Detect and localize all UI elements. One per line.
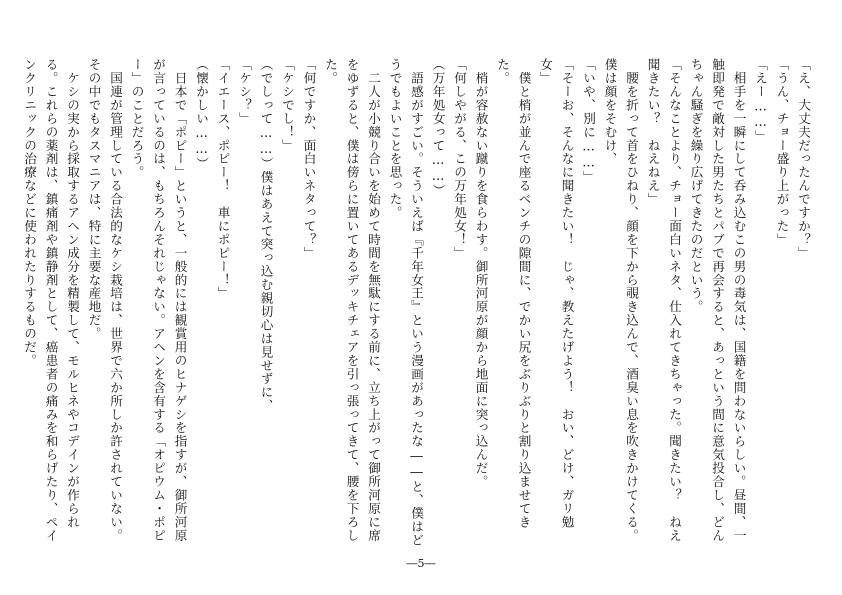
text-line: 「えー……」: [753, 58, 768, 144]
text-line: 「うん、チョー盛り上がった」: [774, 58, 790, 247]
text-line: 「そーお、そんなに聞きたい！ じゃ、教えたげよう！ おい、どけ、ガリ勉女」: [538, 58, 575, 529]
text-line: （でしって……）僕はあえて突っ込む親切心は見せずに、: [258, 58, 274, 413]
text-line: （懐かしい……）: [194, 58, 209, 171]
text-line: 日本で「ポピー」というと、一般的には観賞用のヒナゲシを指すが、御所河原が言っているのは、もちろんそれじゃない。アヘンを含有する「オピウム・ポピー」のことだろう。: [129, 58, 188, 543]
text-line: 腰を折って首をひねり、顔を下から覗き込んで、酒臭い息を吹きかけてくる。僕は顔をそむけ、: [602, 58, 639, 543]
text-line: 梢が容赦ない蹴りを食らわす。御所河原が顔から地面に突っ込んだ。: [473, 58, 489, 489]
text-line: ケシの実から採取するアヘン成分を精製して、モルヒネやコデインが作られる。これらの薬剤は、鎮痛剤や鎮静剤として、癌患者の痛みを和らげたり、ペインクリニックの治療などに使われたりするものだ。: [22, 58, 80, 543]
text-line: 「イエース、ポピー！ 車にポピー！」: [215, 58, 231, 301]
text-line: 「え、大丈夫だったんですか？」: [796, 58, 811, 260]
page-number: ―5―: [406, 557, 436, 570]
text-line: 語感がすごい。そういえば『千年女王』という漫画があったな――と、僕はどうでもよいことを思った。: [387, 58, 424, 547]
text-line: 二人が小競り合いを始めて時間を無駄にする前に、立ち上がって御所河原に席をゆずると、僕は傍らに置いてあるデッキチェアを引っ張ってきて、腰を下ろした。: [323, 58, 381, 543]
text-line: 僕と梢が並んで座るベンチの隙間に、でかい尻をぶりぶりと割り込ませてきた。: [495, 58, 532, 529]
text-line: 「ケシ？」: [237, 58, 252, 126]
text-line: （万年処女って……）: [430, 58, 446, 198]
text-line: 「そんなことより、チョー面白いネタ、仕入れてきちゃった。聞きたい？ ねえ聞きたい？ ねえねえ」: [645, 58, 682, 543]
text-line: 「いや、別に……」: [581, 58, 596, 184]
text-line: 「何ですか、面白いネタって？」: [301, 58, 317, 260]
text-line: 「ケシでし！」: [280, 58, 295, 153]
text-line: 相手を一瞬にして呑み込むこの男の毒気は、国籍を問わないらしい。昼間、一触即発で敵対した男たちとパブで再会すると、あっという間に意気投合し、どんちゃん騒ぎを繰り広げてきたのだという。: [688, 58, 747, 543]
text-line: 「何しやがる、この万年処女！」: [452, 58, 467, 260]
text-line: 国連が管理している合法的なケシ栽培は、世界で六か所しか許されていない。その中でもタスマニアは、特に主要な産地だ。: [86, 58, 123, 543]
vertical-text-body: [24, 58, 814, 548]
